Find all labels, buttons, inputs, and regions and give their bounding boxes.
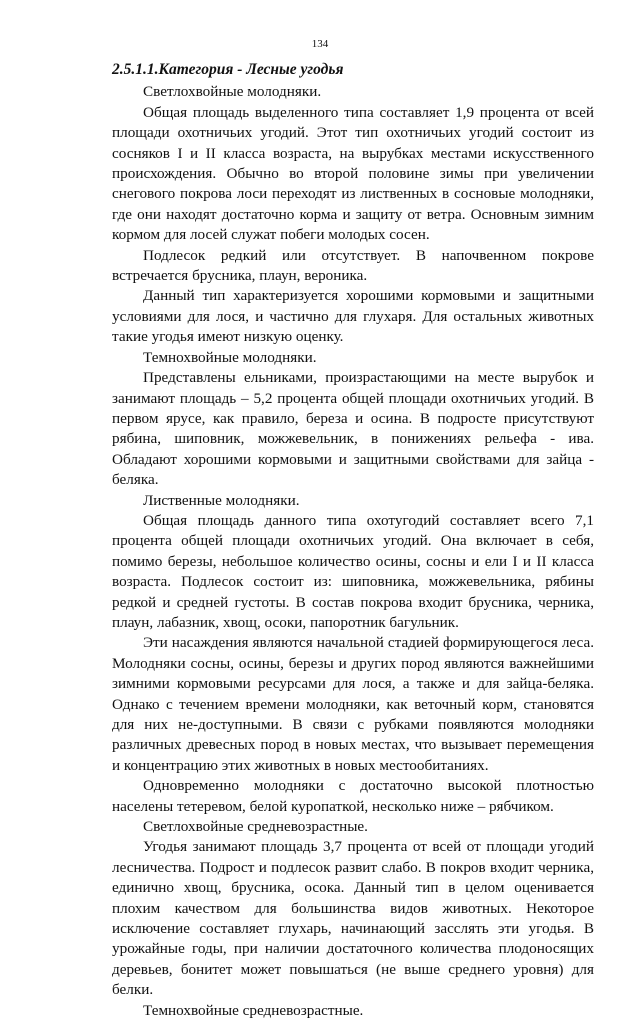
paragraph: Одновременно молодняки с достаточно высокой плотностью населены тетеревом, белой куропаткой, несколько ниже – рябчиком. [112,777,594,815]
paragraph: Угодья занимают площадь 3,7 процента от всей от площади угодий лесничества. Подрост и подлесок развит слабо. В покров входит черника, единично хвощ, брусника, осока. Данный тип в целом оценивается плохим качеством для большинства видов животных. Некоторое исключение составляет глухарь, начинающий засслять эти угодья. В урожайные годы, при наличии достаточного количества плодоносящих деревьев, бонитет может повышаться (не выше среднего уровня) для белки. [112,838,594,999]
paragraph: Эти насаждения являются начальной стадией формирующегося леса. Молодняки сосны, осины, березы и других пород являются важнейшими зимними кормовыми ресурсами для лося, а также и для зайца-беляка. Однако с течением времени молодняки, как веточный корм, становятся для них не-доступными. В связи с рубками появляются молодняки различных древесных пород в новых местах, что вызывает перемещения и концентрацию этих животных в новых местообитаниях. [112,634,594,774]
subsection-title: Темнохвойные средневозрастные. [143,1001,364,1019]
paragraph: Подлесок редкий или отсутствует. В напочвенном покрове встречается брусника, плаун, вероника. [112,246,594,285]
section-heading: 2.5.1.1.Категория - Лесные угодья [112,61,344,78]
document-body [112,60,594,1021]
page-number: 134 [311,38,329,50]
subsection-title: Светлохвойные средневозрастные. [143,818,368,836]
paragraph: Данный тип характеризуется хорошими кормовыми и защитными условиями для лося, и частично для глухаря. Для остальных животных такие угодья имеют низкую оценку. [112,287,594,346]
paragraph: Представлены ельниками, произрастающими на месте вырубок и занимают площадь – 5,2 процента общей площади охотничьих угодий. В первом ярусе, как правило, береза и осина. В подросте присутствуют рябина, шиповник, можжевельник, в понижениях рельефа - ива. Обладают хорошими кормовыми и защитными свойствами для зайца - беляка. [112,369,594,489]
paragraph: Общая площадь данного типа охотугодий составляет всего 7,1 процента общей площади охотничьих угодий. Она включает в себя, помимо березы, небольшое количество осины, сосны и ели I и II класса возраста. Подлесок состоит из: шиповника, можжевельника, рябины редкой и средней густоты. В состав покрова входит брусника, черника, плаун, лабазник, хвощ, осоки, папоротник багульник. [112,511,594,631]
subsection-title: Лиственные молодняки. [143,491,300,509]
subsection-title: Светлохвойные молодняки. [143,83,322,101]
paragraph: Общая площадь выделенного типа составляет 1,9 процента от всей площади охотничьих угодий. Этот тип охотничьих угодий состоит из сосняков I и II класса возраста, на вырубках местами искусственного происхождения. Обычно во второй половине зимы при увеличении снегового покрова лоси переходят из лиственных в сосновые молодняки, где они находят достаточно корма и защиту от ветра. Основным зимним кормом для лосей служат побеги молодых сосен. [112,103,594,244]
subsection-title: Темнохвойные молодняки. [143,348,317,366]
